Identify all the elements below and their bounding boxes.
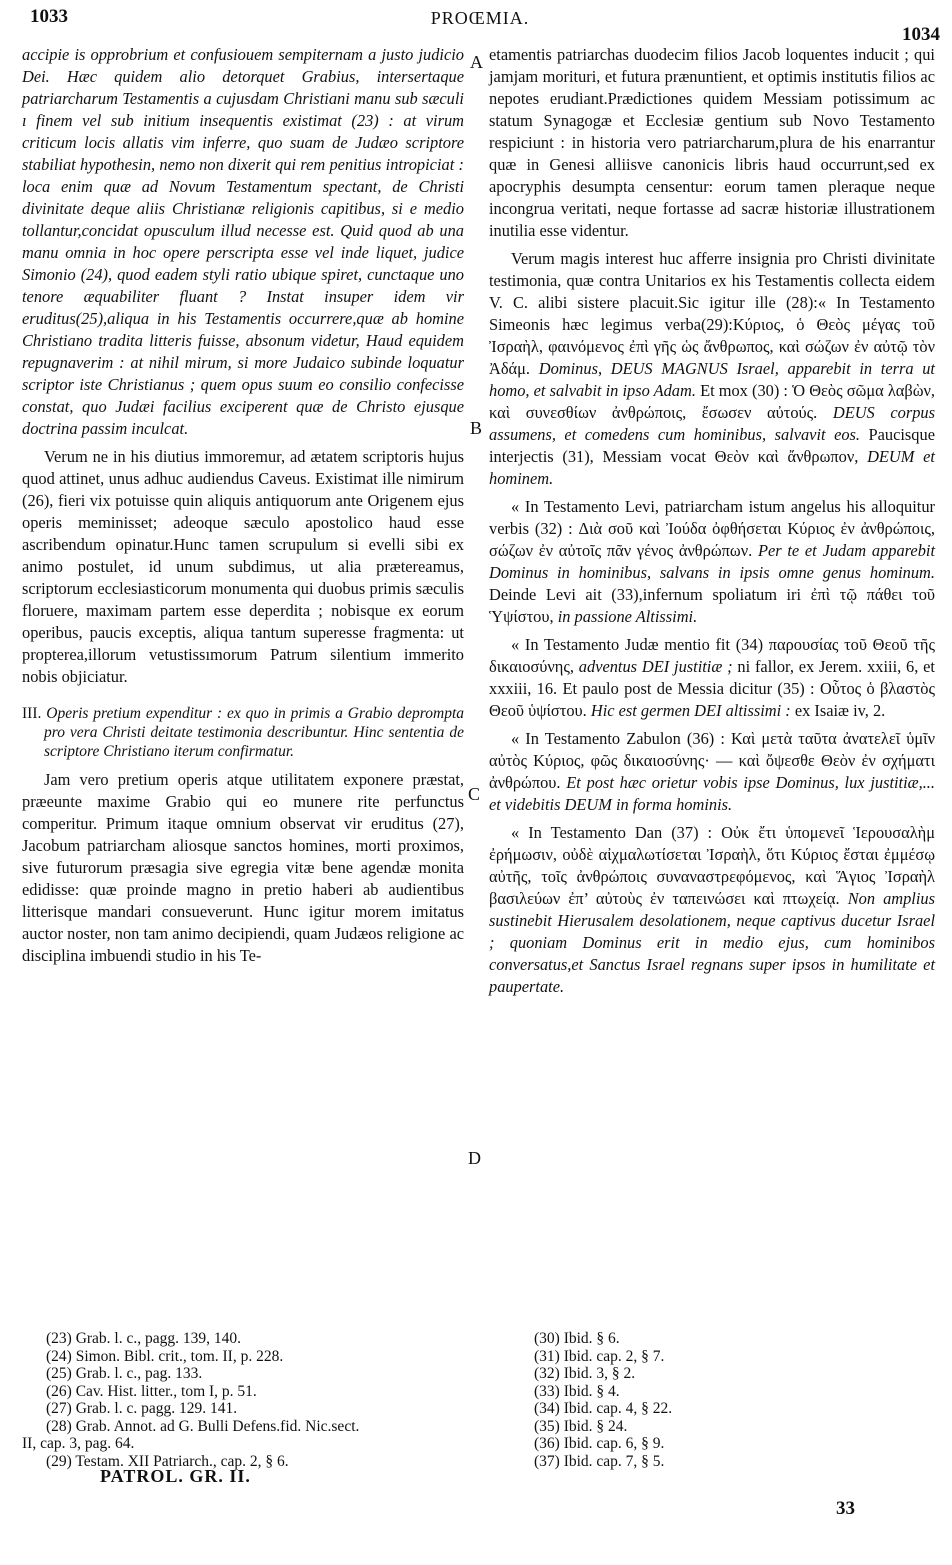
- text-run: « In Testamento Judæ mentio fit (34): [511, 635, 764, 654]
- latin-translation: Dominus, DEUS MAGNUS Israel, apparebit in terra ut homo, et salvabit in ipso Adam.: [489, 359, 935, 400]
- left-paragraph-3: Jam vero pretium operis atque utilitatem exponere præstat, præeunte maxime Grabio qui eo munere rite perfunctus comperitur. Primum itaque omnium observat vir eruditus (27), Jacobum patriarcham aliosque sanctos homines, morti proximos, sive futurorum præsagia sive egregia vitæ bene agendæ monita edidisse: quæ proinde magno in pretio haberi ab audientibus litterisque mandari consueverunt. Hunc igitur morem imitatus auctor noster, non tam animo decipiendi, quam Judæos religione ac disciplina imbuendi studio in his Te-: [22, 770, 464, 965]
- footnote: (26) Cav. Hist. litter., tom I, p. 51.: [46, 1382, 257, 1400]
- greek-quote: Κύριος, ὁ Θεὸς μέγας τοῦ Ἰσραὴλ, φαινόμενος ἐπὶ γῆς ὡς ἄνθρωπος, καὶ σώζων ἐν αὐτῷ τὸν Ἀδάμ.: [489, 315, 935, 378]
- page-number-right: 1034: [902, 24, 940, 45]
- section-heading-text: Operis pretium expenditur : ex quo in primis a Grabio deprompta pro vera Christi deitate testimonia describuntur. Hinc sententia de scriptore Christiano iterum confirmatur.: [44, 705, 465, 760]
- text-run: « In Testamento Zabulon (36) :: [511, 729, 725, 748]
- margin-letter-a: A: [470, 52, 483, 72]
- footnote: (23) Grab. l. c., pagg. 139, 140.: [46, 1330, 241, 1347]
- right-paragraph-2: [489, 248, 935, 490]
- right-paragraph-6: [489, 822, 935, 998]
- latin-translation: Non amplius sustinebit Hierusalem desolationem, neque captivus ducetur Israel ; quoniam Dominus erit in medio ejus, cum hominibos conversatus,et Sanctus Israel regnans super ipsos in humilitate et paupertate.: [489, 889, 935, 996]
- text-run: Et mox (30) :: [700, 381, 788, 400]
- right-column: [489, 44, 935, 1004]
- greek-quote: Οὐκ ἔτι ὑπομενεῖ Ἱερουσαλὴμ ἐρήμωσιν, οὐδὲ αἰχμαλωτίσεται Ἰσραὴλ, ὅτι Κύριος ἔσται ἐμμέσῳ αὐτῆς, τοῖς ἀνθρώποις συναναστρεφόμενος, καὶ Ἅγιος Ἰσραὴλ βασιλεύων ἐπ’ αὐτοὺς ἐν ταπεινώσει καὶ πτωχείᾳ.: [489, 823, 935, 908]
- right-paragraph-5: [489, 728, 935, 816]
- footnote: (29) Testam. XII Patriarch., cap. 2, § 6.: [46, 1452, 289, 1470]
- left-paragraph-2: Verum ne in his diutius immoremur, ad ætatem scriptoris hujus quod attinet, unus adhuc audiendus Caveus. Existimat ille nimirum (26), fieri vix potuisse quin aliquis antiquorum ante Origenem ejus operis meminisset; adeoque sæculo apostolico haud esse ascribendum opinatur.Hunc tamen scrupulum si evelli sibi ex animo postulet, id unum subdimus, ut alia prætereamus, scriptorum ecclesiasticorum monumenta qui duobus primis sæculis floruere, maximam partem esse deperdita ; nobisque ex eorum operibus, paucis exceptis, aliqua tantum superesse fragmenta: ut propterea,illorum vetustissımorum Patrum silentium immerito nobis objiciatur.: [22, 447, 464, 686]
- latin-translation: DEUS corpus assumens, et comedens cum hominibus, salvavit eos.: [489, 403, 935, 444]
- greek-quote: Οὗτος ὁ βλαστὸς Θεοῦ ὑψίστου.: [489, 679, 935, 720]
- greek-quote: Καὶ μετὰ ταῦτα ἀνατελεῖ ὑμῖν αὐτὸς Κύριος, φῶς δικαιοσύνης· — καὶ ὄψεσθε Θεὸν ἐν σχήματι ἀνθρώπου.: [489, 729, 935, 792]
- footnote: (33) Ibid. § 4.: [534, 1382, 620, 1400]
- latin-translation: Per te et Judam apparebit Dominus in hominibus, salvans in ipsis omne genus hominum.: [489, 541, 936, 582]
- footnote: (36) Ibid. cap. 6, § 9.: [534, 1435, 665, 1452]
- sheet-number: 33: [836, 1498, 855, 1519]
- section-heading: [22, 704, 464, 761]
- page-header: [30, 6, 940, 45]
- footnote: (27) Grab. l. c. pagg. 129. 141.: [46, 1400, 238, 1417]
- footnotes-right: [510, 1330, 930, 1470]
- running-title: PROŒMIA.: [430, 8, 530, 28]
- footnotes-left: [22, 1330, 467, 1470]
- greek-quote: Διὰ σοῦ καὶ Ἰούδα ὀφθήσεται Κύριος ἐν ἀνθρώποις, σώζων ἐν αὐτοῖς πᾶν γένος ἀνθρώπων.: [489, 519, 935, 560]
- right-paragraph-1: etamentis patriarchas duodecim filios Jacob loquentes inducit ; qui jamjam morituri, et futura prænuntient, et optimis institutis filios ac nepotes erudiant.Prædictiones quidem Messiam potissimum ac statum Synagogæ et Ecclesiæ gentium sub Novo Testamento respiciunt : in historia vero patriarcharum,plura de his enarrantur quæ in Genesi alliisve canonicis libris haud occurrunt,sed ex apocryphis desumpta censentur: eorum tamen pleraque neque incongrua veritati, neque fortasse ad sacræ historiæ illustrationem inutilia esse videntur.: [489, 45, 935, 240]
- text-run: Verum magis interest huc afferre insignia pro Christi divinitate testimonia, quæ contra Unitarios ex his Testamentis collecta eidem V. C. alibi sistere placuit.Sic igitur ille (28):« In Testamento Simeonis hæc legimus verba(29):: [489, 249, 935, 334]
- series-signature: PATROL. GR. II.: [100, 1466, 251, 1486]
- footnote: (24) Simon. Bibl. crit., tom. II, p. 228.: [46, 1347, 284, 1365]
- latin-translation: in passione Altissimi.: [557, 607, 698, 626]
- footnote: (32) Ibid. 3, § 2.: [534, 1365, 636, 1382]
- latin-translation: Et post hæc orietur vobis ipse Dominus, lux justitiæ,... et videbitis DEUM in forma hominis.: [489, 773, 935, 814]
- margin-letter-c: C: [468, 784, 481, 804]
- footnote-continuation: II, cap. 3, pag. 64.: [22, 1435, 135, 1452]
- footnote: (35) Ibid. § 24.: [534, 1417, 628, 1435]
- right-paragraph-4: [489, 634, 935, 722]
- footnote: (30) Ibid. § 6.: [534, 1330, 620, 1347]
- right-paragraph-3: [489, 496, 935, 628]
- left-column: [22, 44, 464, 973]
- page-number-left: 1033: [30, 6, 68, 27]
- footnote: (34) Ibid. cap. 4, § 22.: [534, 1400, 673, 1417]
- text-run: Paucisque interjectis (31), Messiam vocat: [489, 425, 935, 466]
- greek-quote: Θεὸν καὶ ἄνθρωπον,: [714, 447, 859, 466]
- footnote: (28) Grab. Annot. ad G. Bulli Defens.fid. Nic.sect.: [46, 1417, 360, 1435]
- greek-quote: ἐπὶ τῷ πάθει τοῦ Ὑψίστου,: [489, 585, 935, 626]
- latin-translation: Hic est germen DEI altissimi :: [590, 701, 791, 720]
- margin-letter-d: D: [468, 1148, 481, 1168]
- footnote: (37) Ibid. cap. 7, § 5.: [534, 1452, 665, 1470]
- text-run: « In Testamento Levi, patriarcham istum angelus his alloquitur verbis (32) :: [489, 497, 935, 538]
- margin-letter-b: B: [470, 418, 483, 438]
- text-run: « In Testamento Dan (37) :: [511, 823, 713, 842]
- latin-translation: adventus DEI justitiæ ;: [578, 657, 733, 676]
- footnote: (31) Ibid. cap. 2, § 7.: [534, 1347, 665, 1365]
- section-number: III.: [22, 705, 42, 722]
- greek-quote: Ὁ Θεὸς σῶμα λαβὼν, καὶ συνεσθίων ἀνθρώποις, ἔσωσεν αὐτούς.: [489, 381, 935, 422]
- greek-quote: παρουσίας τοῦ Θεοῦ τῆς δικαιοσύνης,: [489, 635, 935, 676]
- footnote: (25) Grab. l. c., pag. 133.: [46, 1365, 203, 1382]
- left-paragraph-1: accipie is opprobrium et confusiouem sempiternam a justo judicio Dei. Hæc quidem alio detorquet Grabius, intersertaque patriarcharum Testamentis a cujusdam Christiani manu sub sæculi ı finem vel sub initium insequentis existimat (23) : at virum criticum locis allatis vim inferre, quo suam de Judæo scriptore stabiliat hypothesin, nemo non dixerit qui rem penitius intropiciat : loca enim quæ ad Novum Testamentum spectant, de Christi divinitate deque aliis Christianæ religionis capitibus, si e medio tollantur,concidat opusculum illud necesse est. Quid quod ab una manu omnia in hoc opere perscripta esse vel inde liquet, judice Simonio (24), quod eadem styli ratio ubique spiret, cunctaque uno tenore æquabiliter fluant ? Instat insuper idem vir eruditus(25),aliqua in his Testamentis occurrere,quæ ab homine Christiano tradita litteris fuisse, absonum videtur, Haud equidem repugnaverim : at nihil mirum, si more Judaico subinde loquatur scriptor iste Christianus ; quem opus suum eo consilio confecisse constat, quo Judæi facilius exciperent quæ de Christo ejusque doctrina passim inculcat.: [22, 45, 464, 438]
- text-run: ni fallor, ex Jerem. xxiii, 6, et xxxiii, 16. Et paulo post de Messia dicitur (35) :: [489, 657, 935, 698]
- text-run: ex Isaiæ iv, 2.: [794, 701, 886, 720]
- text-run: Deinde Levi ait (33),infernum spoliatum iri: [489, 585, 802, 604]
- latin-translation: DEUM et hominem.: [489, 447, 935, 488]
